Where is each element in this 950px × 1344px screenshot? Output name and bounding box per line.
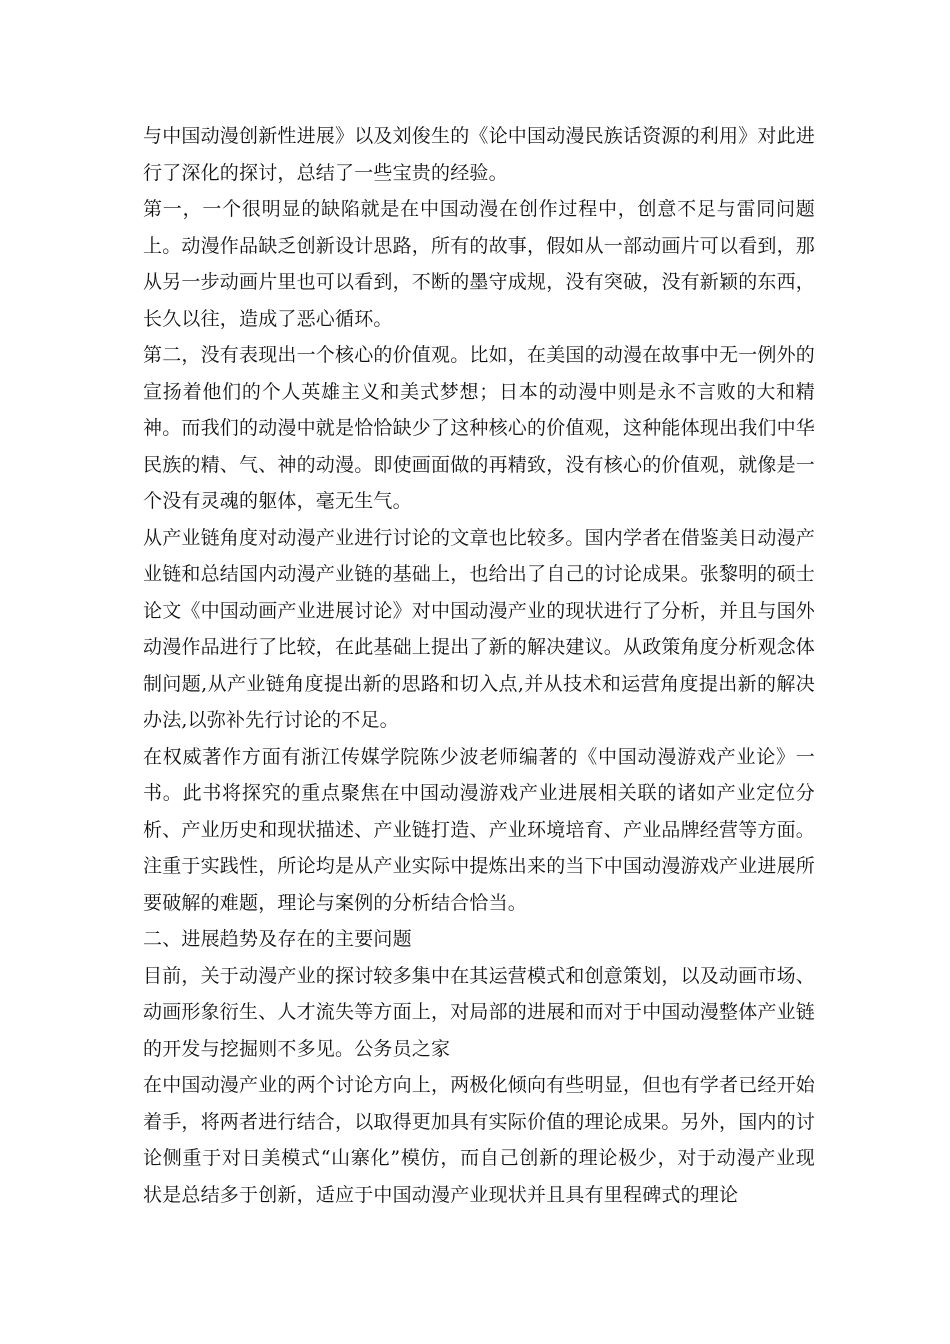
paragraph-5: 在权威著作方面有浙江传媒学院陈少波老师编著的《中国动漫游戏产业论》一书。此书将探究的重点聚焦在中国动漫游戏产业进展相关联的诸如产业定位分析、产业历史和现状描述、产业链打造、产业环境培育、产业品牌经营等方面。注重于实践性，所论均是从产业实际中提炼出来的当下中国动漫游戏产业进展所要破解的难题，理论与案例的分析结合恰当。 [143,745,816,914]
paragraph-2: 第一，一个很明显的缺陷就是在中国动漫在创作过程中，创意不足与雷同问题上。动漫作品缺乏创新设计思路，所有的故事，假如从一部动画片可以看到，那从另一步动画片里也可以看到，不断的墨守成规，没有突破，没有新颖的东西，长久以往，造成了恶心循环。 [143,198,816,330]
document-body [143,118,815,1213]
paragraph-6: 目前，关于动漫产业的探讨较多集中在其运营模式和创意策划，以及动画市场、动画形象衍生、人才流失等方面上，对局部的进展和而对于中国动漫整体产业链的开发与挖掘则不多见。公务员之家 [143,964,816,1060]
paragraph-7: 在中国动漫产业的两个讨论方向上，两极化倾向有些明显，但也有学者已经开始着手，将两者进行结合，以取得更加具有实际价值的理论成果。另外，国内的讨论侧重于对日美模式“山寨化”模仿，而自己创新的理论极少，对于动漫产业现状是总结多于创新，适应于中国动漫产业现状并且具有里程碑式的理论 [143,1074,816,1206]
section-heading: 二、进展趋势及存在的主要问题 [143,928,412,950]
paragraph-1: 与中国动漫创新性进展》以及刘俊生的《论中国动漫民族话资源的利用》对此进行了深化的探讨，总结了一些宝贵的经验。 [143,125,816,184]
paragraph-3: 第二，没有表现出一个核心的价值观。比如，在美国的动漫在故事中无一例外的宣扬着他们的个人英雄主义和美式梦想；日本的动漫中则是永不言败的大和精神。而我们的动漫中就是恰恰缺少了这种核心的价值观，这种能体现出我们中华民族的精、气、神的动漫。即使画面做的再精致，没有核心的价值观，就像是一个没有灵魂的躯体，毫无生气。 [143,344,816,512]
paragraph-4: 从产业链角度对动漫产业进行讨论的文章也比较多。国内学者在借鉴美日动漫产业链和总结国内动漫产业链的基础上，也给出了自己的讨论成果。张黎明的硕士论文《中国动画产业进展讨论》对中国动漫产业的现状进行了分析，并且与国外动漫作品进行了比较，在此基础上提出了新的解决建议。从政策角度分析观念体制问题,从产业链角度提出新的思路和切入点,并从技术和运营角度提出新的解决办法,以弥补先行讨论的不足。 [143,526,816,731]
